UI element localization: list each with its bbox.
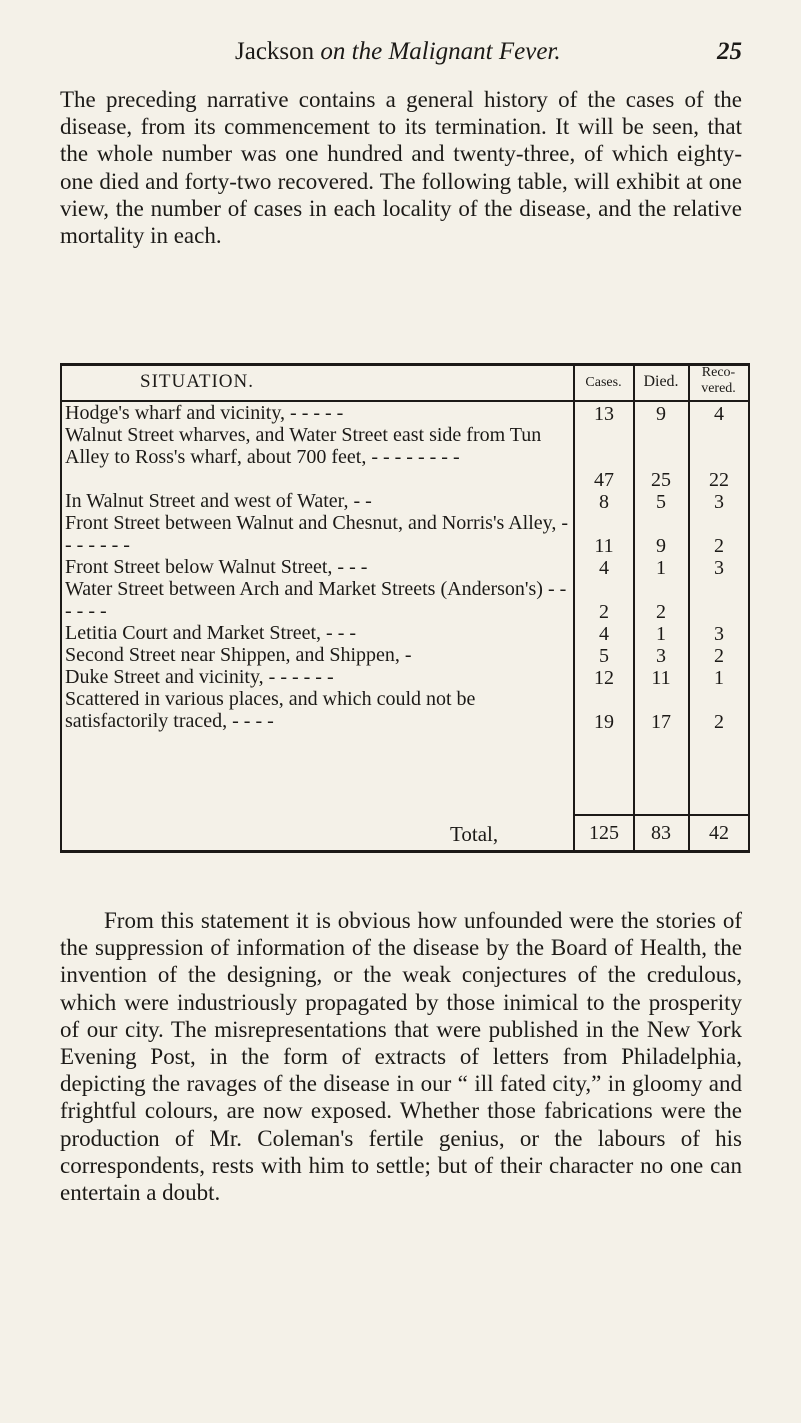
row-cases: 4 <box>599 623 609 645</box>
row-cases: 12 <box>594 667 614 689</box>
header-died: Died. <box>643 373 679 390</box>
row-cases: 13 <box>594 403 614 425</box>
table-bottom-rule <box>60 850 750 853</box>
page-number: 25 <box>717 38 742 65</box>
row-recovered: 3 <box>714 623 724 645</box>
row-died: 2 <box>656 601 666 623</box>
row-situation: Second Street near Shippen, and Shippen, - <box>65 644 412 666</box>
row-recovered: 2 <box>714 535 724 557</box>
total-died: 83 <box>651 822 671 844</box>
row-died: 25 <box>651 469 671 491</box>
row-situation: Front Street below Walnut Street, - - - <box>65 556 368 578</box>
row-died: 1 <box>656 623 666 645</box>
header-recovered-line1: Reco- <box>701 365 736 380</box>
intro-paragraph: The preceding narrative contains a general history of the cases of the disease, from its commencement to its termination. It will be seen, that the whole number was one hundred and twenty-three, of which eighty-one died and forty-two recovered. The following table, will exhibit at one view, the number of cases in each locality of the disease, and the relative mortality in each. <box>60 87 742 249</box>
table-right-rule <box>748 363 750 853</box>
row-recovered: 4 <box>714 403 724 425</box>
row-cases: 8 <box>599 491 609 513</box>
running-author: Jackson <box>235 38 321 65</box>
row-situation: Duke Street and vicinity, - - - - - - <box>65 666 334 688</box>
mortality-table <box>60 363 750 853</box>
header-situation: SITUATION. <box>140 371 254 392</box>
header-recovered-line2: vered. <box>701 381 736 396</box>
row-situation: Hodge's wharf and vicinity, - - - - - <box>65 402 344 424</box>
row-cases: 2 <box>599 601 609 623</box>
row-cases: 4 <box>599 557 609 579</box>
row-situation: Walnut Street wharves, and Water Street east side from Tun Alley to Ross's wharf, about 700 feet, - - - - - - - - <box>65 424 542 468</box>
row-died: 5 <box>656 491 666 513</box>
closing-paragraph: From this statement it is obvious how unfounded were the stories of the suppression of information of the disease by the Board of Health, the invention of the designing, or the weak conjectures of the credulous, which were industriously propagated by those inimical to the prosperity of our city. The misrepresentations that were published in the New York Evening Post, in the form of extracts of letters from Philadelphia, depicting the ravages of the disease in our “ ill fated city,” in gloomy and frightful colours, are now exposed. Whether those fabrications were the production of Mr. Coleman's fertile genius, or the labours of his correspondents, rests with him to settle; but of their character no one can entertain a doubt. <box>60 908 742 1206</box>
row-cases: 47 <box>594 469 614 491</box>
row-recovered: 22 <box>709 469 729 491</box>
row-recovered: 3 <box>714 557 724 579</box>
row-died: 11 <box>651 667 671 689</box>
running-on: on <box>320 38 346 65</box>
table-left-rule <box>60 363 62 853</box>
row-cases: 11 <box>594 535 614 557</box>
row-recovered: 2 <box>714 645 724 667</box>
total-cases: 125 <box>589 822 619 844</box>
col-rule-recovered <box>688 363 690 853</box>
row-situation: Front Street between Walnut and Chesnut, and Norris's Alley, - - - - - - - <box>65 512 569 556</box>
row-died: 17 <box>651 711 671 733</box>
row-cases: 19 <box>594 711 614 733</box>
row-recovered: 1 <box>714 667 724 689</box>
row-died: 1 <box>656 557 666 579</box>
row-died: 9 <box>656 535 666 557</box>
row-situation: Water Street between Arch and Market Streets (Anderson's) - - - - - - <box>65 578 567 622</box>
row-recovered: 2 <box>714 711 724 733</box>
row-situation: Scattered in various places, and which could not be satisfactorily traced, - - - - <box>65 688 476 732</box>
running-header <box>60 36 742 70</box>
total-rule <box>574 814 749 816</box>
running-subject: the Malignant Fever. <box>345 38 561 65</box>
row-died: 9 <box>656 403 666 425</box>
total-recovered: 42 <box>709 822 729 844</box>
total-label: Total, <box>450 822 499 846</box>
row-died: 3 <box>656 645 666 667</box>
row-recovered: 3 <box>714 491 724 513</box>
row-cases: 5 <box>599 645 609 667</box>
row-situation: In Walnut Street and west of Water, - - <box>65 490 372 512</box>
header-cases: Cases. <box>585 375 622 390</box>
row-situation: Letitia Court and Market Street, - - - <box>65 622 357 644</box>
table-top-rule <box>60 363 750 366</box>
running-title <box>235 38 561 66</box>
